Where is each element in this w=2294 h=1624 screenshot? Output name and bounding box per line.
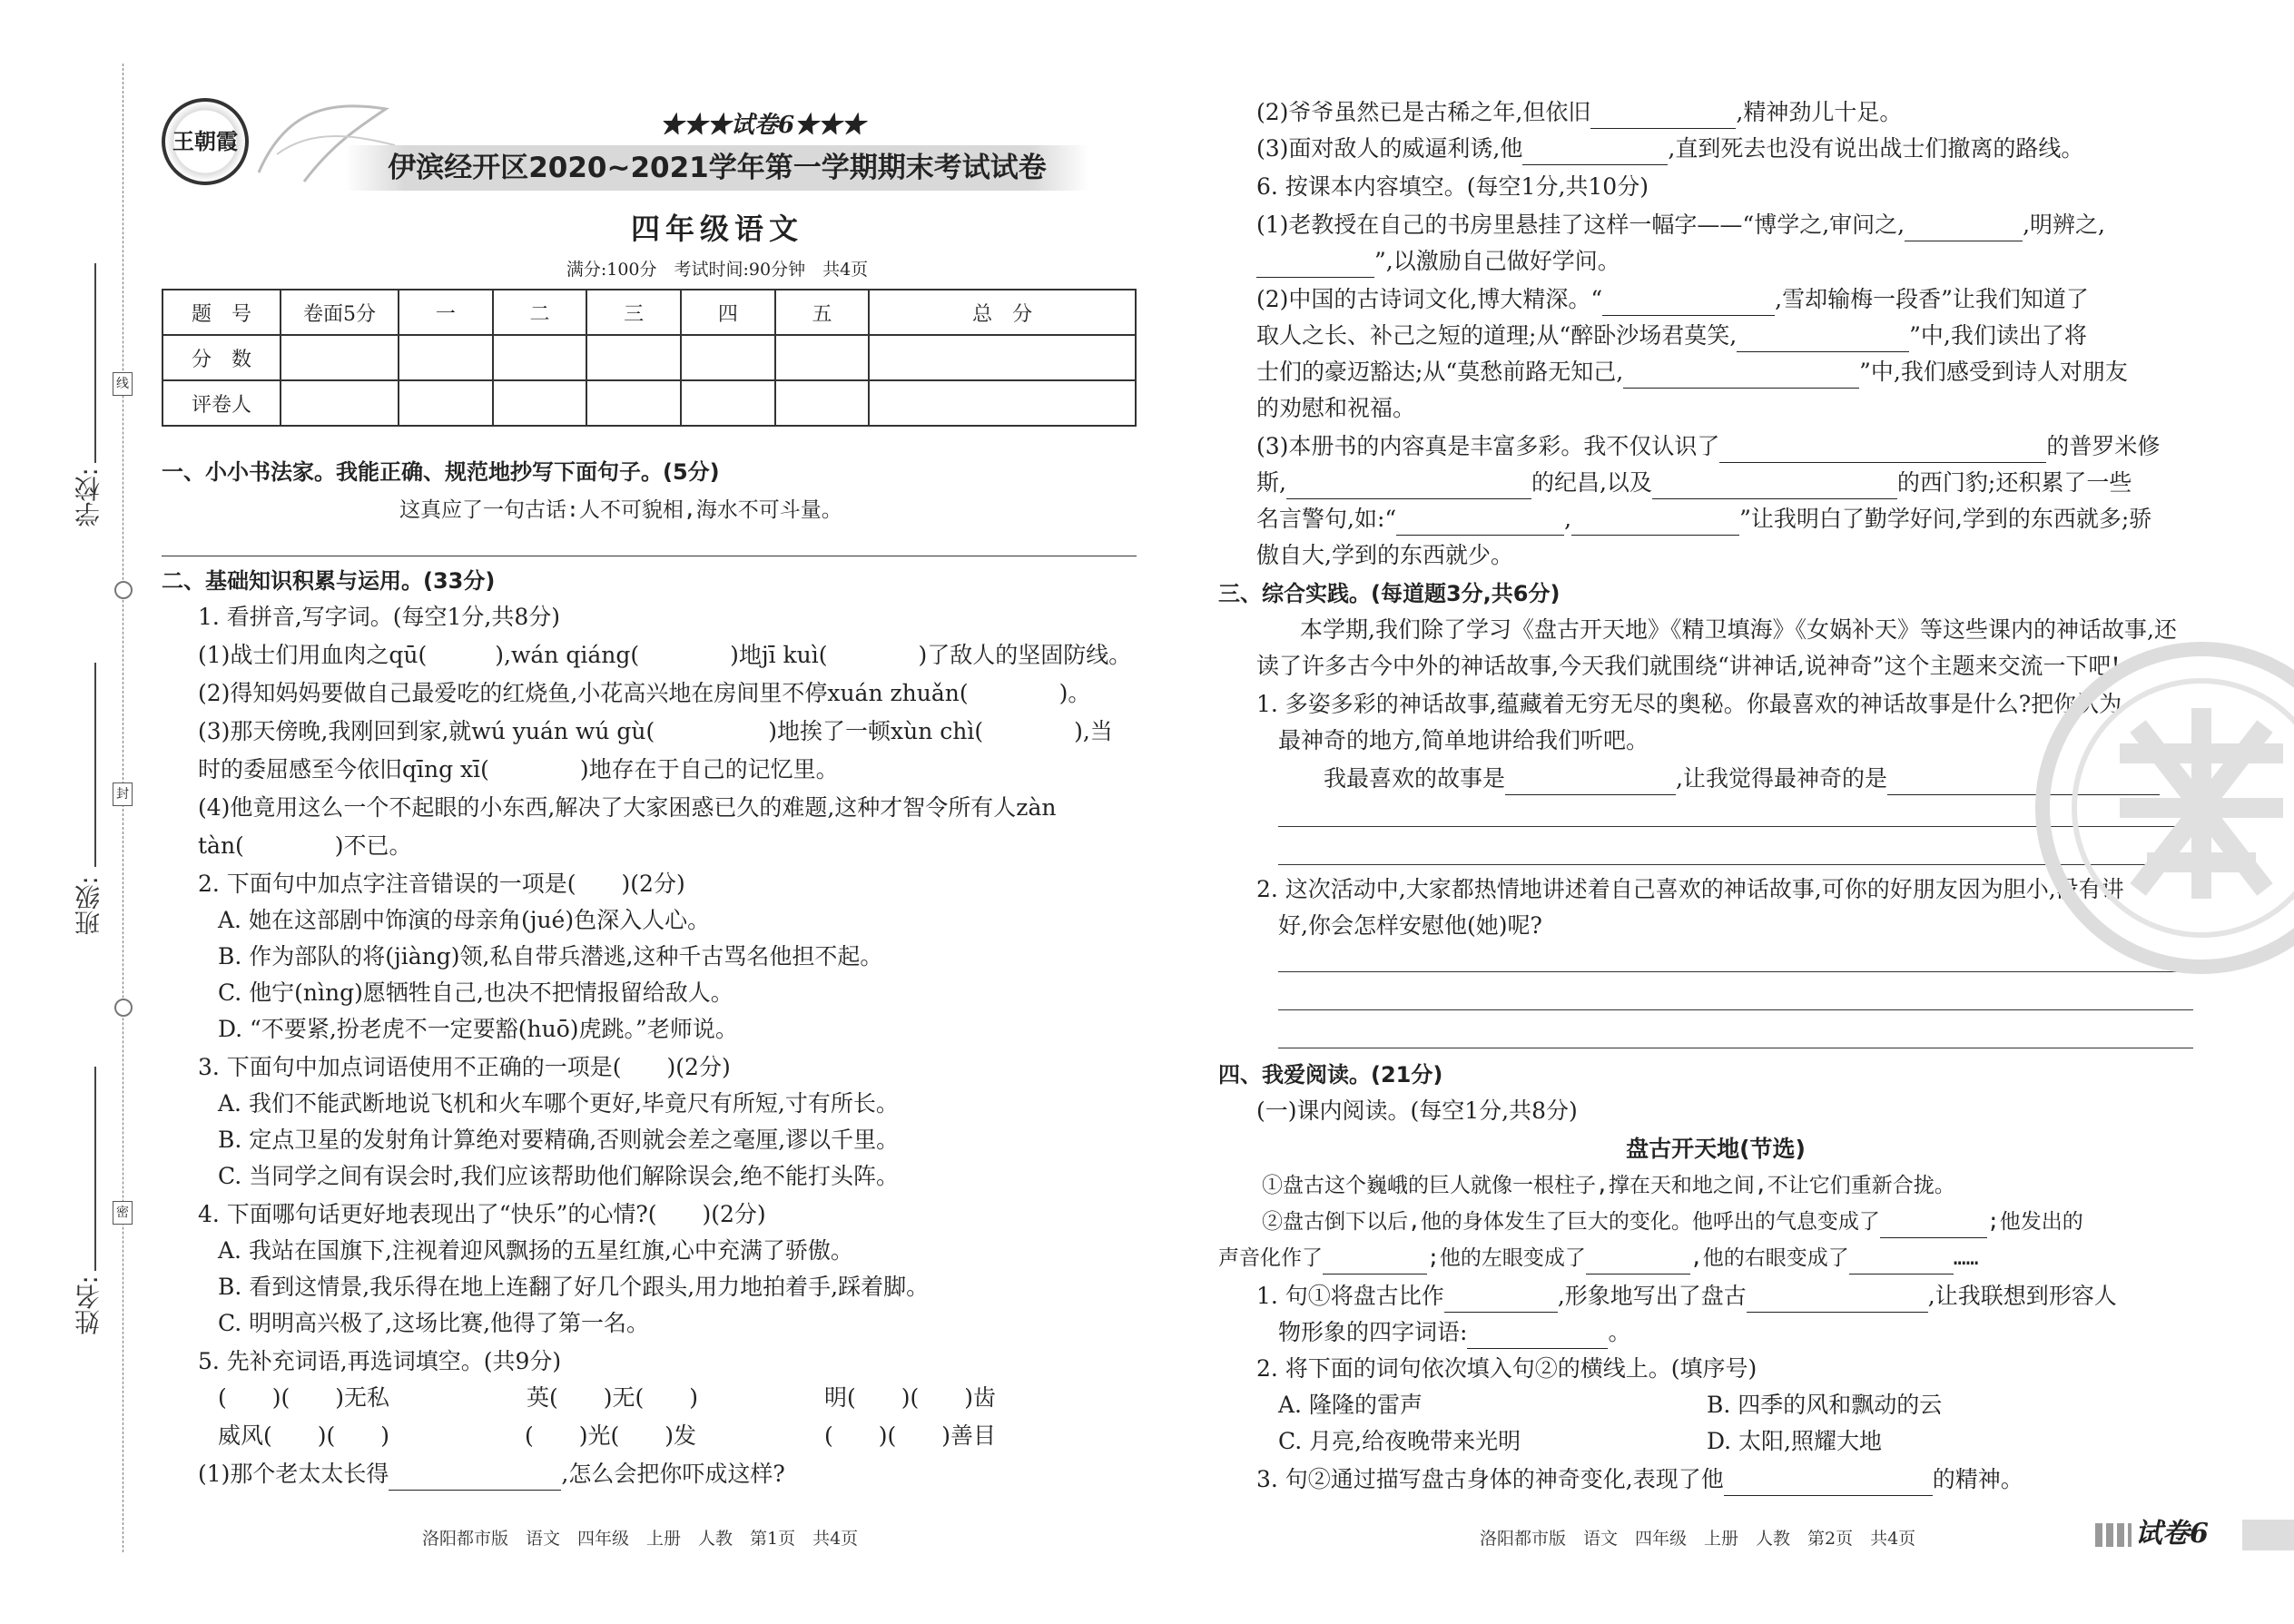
q6-blank[interactable]	[1286, 476, 1531, 499]
s3-intro-a: 本学期,我们除了学习《盘古开天地》《精卫填海》《女娲补天》等这些课内的神话故事,还	[1300, 616, 2177, 643]
q6-item-1a-end: ,明辨之,	[2023, 212, 2105, 238]
q6-item-3b-end: 的西门豹;还积累了一些	[1896, 469, 2132, 496]
s4-subsection: (一)课内阅读。(每空1分,共8分)	[1256, 1097, 1578, 1124]
p2a-text: ②盘古倒下以后,他的身体发生了巨大的变化。他呼出的气息变成了	[1262, 1210, 1880, 1234]
q5-item-3-blank[interactable]	[1522, 142, 1668, 165]
s3-q1b: 最神奇的地方,简单地讲给我们听吧。	[1278, 727, 1649, 753]
s3-intro-b: 读了许多古今中外的神话故事,今天我们就围绕“讲神话,说神奇”这个主题来交流一下吧!	[1256, 653, 2121, 679]
r3-text: 3. 句②通过描写盘古身体的神奇变化,表现了他	[1256, 1466, 1724, 1492]
reading-q2-option[interactable]: A. 隆隆的雷声	[1278, 1392, 1423, 1418]
p2a-end: ;他发出的	[1986, 1210, 2083, 1234]
reading-blank[interactable]	[1444, 1289, 1558, 1313]
score-cell[interactable]	[493, 335, 587, 380]
name-line[interactable]	[94, 1067, 96, 1271]
q2-option-b[interactable]: B. 作为部队的将(jiàng)领,私自带兵潜逃,这种千古骂名他担不起。	[218, 943, 883, 969]
q6-blank[interactable]	[1737, 329, 1909, 352]
logo-text: 王朝霞	[172, 128, 238, 154]
q5-item-1-text: (1)那个老太太长得	[198, 1461, 389, 1487]
score-col-header: 三	[586, 290, 681, 335]
score-cell[interactable]	[586, 335, 681, 380]
score-cell[interactable]	[681, 335, 775, 380]
score-cell[interactable]	[775, 335, 870, 380]
s3-q1c-text: 我最喜欢的故事是	[1324, 765, 1506, 792]
passage-para-2b	[1218, 1242, 1978, 1275]
q6-blank[interactable]	[1905, 218, 2023, 241]
score-row	[162, 335, 1136, 380]
q6-item-2a	[1256, 283, 2089, 316]
class-line[interactable]	[94, 663, 96, 867]
score-row-label: 评卷人	[162, 380, 281, 426]
r1b-end: 。	[1608, 1319, 1631, 1345]
score-table	[162, 289, 1137, 427]
reading-q2: 2. 将下面的词句依次填入句②的横线上。(填序号)	[1256, 1355, 1757, 1382]
score-col-header: 五	[775, 290, 870, 335]
q6-item-2b-text: 取人之长、补己之短的道理;从“醉卧沙场君莫笑,	[1256, 322, 1738, 349]
q6-stem: 6. 按课本内容填空。(每空1分,共10分)	[1256, 173, 1649, 200]
score-cell[interactable]	[281, 335, 399, 380]
page-tag: 试卷6	[2135, 1518, 2209, 1550]
p2b-mid2: ,他的右眼变成了	[1689, 1246, 1849, 1270]
grader-row	[162, 380, 1136, 426]
binding-hole-2	[114, 999, 133, 1017]
q6-item-3a	[1256, 430, 2160, 463]
score-cell[interactable]	[399, 335, 493, 380]
s3-q1c-end: ,让我觉得最神奇的是	[1676, 765, 1887, 792]
q5-item-2-blank[interactable]	[1590, 105, 1736, 129]
page-tag-decoration	[2095, 1523, 2132, 1547]
q4-option-b[interactable]: B. 看到这情景,我乐得在地上连翻了好几个跟头,用力地拍着手,踩着脚。	[218, 1274, 930, 1300]
page-2-footer: 洛阳都市版 语文 四年级 上册 人教 第2页 共4页	[1480, 1529, 1916, 1549]
q5-item-3-text: (3)面对敌人的威逼利诱,他	[1256, 135, 1523, 162]
q6-blank[interactable]	[1602, 292, 1775, 316]
q6-blank[interactable]	[1571, 512, 1739, 536]
subject-title: 四年级语文	[630, 212, 803, 246]
q5-stem: 5. 先补充词语,再选词填空。(共9分)	[198, 1348, 562, 1374]
passage-blank[interactable]	[1323, 1251, 1427, 1275]
q3-option-b[interactable]: B. 定点卫星的发射角计算绝对要精确,否则就会差之毫厘,谬以千里。	[218, 1127, 900, 1153]
q5-word[interactable]: ( )光( )发	[525, 1422, 697, 1449]
binding-hole-1	[114, 581, 133, 599]
p2b-mid1: ;他的左眼变成了	[1427, 1246, 1586, 1270]
q6-item-1b	[1256, 245, 1620, 278]
page-1-footer: 洛阳都市版 语文 四年级 上册 人教 第1页 共4页	[422, 1529, 859, 1549]
q5-item-1	[198, 1458, 785, 1491]
score-cell[interactable]	[869, 335, 1136, 380]
section-3-title: 三、综合实践。(每道题3分,共6分)	[1218, 581, 1561, 606]
page-tag-bar	[2242, 1520, 2294, 1550]
q5-item-3	[1256, 133, 2083, 165]
reading-blank[interactable]	[1724, 1472, 1933, 1496]
r1b-text: 物形象的四字词语:	[1278, 1319, 1468, 1345]
q1-item-1: (1)战士们用血肉之qū( ),wán qiáng( )地jī kuì( )了敌人的坚固防线。	[198, 642, 1132, 668]
score-col-header: 四	[681, 290, 775, 335]
section-2-title: 二、基础知识积累与运用。(33分)	[162, 568, 496, 594]
q1-item-3a: (3)那天傍晚,我刚回到家,就wú yuán wú gù( )地挨了一顿xùn chì( ),当	[198, 718, 1113, 744]
q6-item-3b-text: 斯,	[1256, 469, 1286, 496]
exam-meta: 满分:100分 考试时间:90分钟 共4页	[566, 260, 869, 280]
q1-item-2: (2)得知妈妈要做自己最爱吃的红烧鱼,小花高兴地在房间里不停xuán zhuǎn( )。	[198, 680, 1091, 706]
passage-blank[interactable]	[1849, 1251, 1954, 1275]
publisher-logo	[162, 98, 249, 185]
series-label: ★★★试卷6★★★	[659, 112, 866, 139]
q6-item-2a-text: (2)中国的古诗词文化,博大精深。“	[1256, 286, 1603, 312]
q1-stem: 1. 看拼音,写字词。(每空1分,共8分)	[198, 604, 561, 630]
q2-option-a[interactable]: A. 她在这部剧中饰演的母亲角(jué)色深入人心。	[218, 907, 711, 933]
q6-blank[interactable]	[1623, 365, 1859, 389]
class-label: 班级:	[74, 876, 103, 936]
s3-q2b: 好,你会怎样安慰他(她)呢?	[1278, 912, 1542, 939]
q3-option-a[interactable]: A. 我们不能武断地说飞机和火车哪个更好,毕竟尺有所短,寸有所长。	[218, 1090, 899, 1117]
reading-blank[interactable]	[1467, 1325, 1608, 1349]
grader-cell[interactable]	[399, 380, 493, 426]
reading-q3	[1256, 1463, 2023, 1496]
q6-item-3c-text: 名言警句,如:“	[1256, 506, 1397, 532]
q4-option-c[interactable]: C. 明明高兴极了,这场比赛,他得了第一名。	[218, 1310, 650, 1336]
q6-item-1b-end: ”,以激励自己做好学问。	[1374, 248, 1620, 274]
favorite-story-blank[interactable]	[1505, 772, 1676, 795]
exam-title: 伊滨经开区2020~2021学年第一学期期末考试试卷	[388, 152, 1047, 184]
r3-end: 的精神。	[1932, 1466, 2023, 1492]
q6-item-3b-mid: 的纪昌,以及	[1531, 469, 1652, 496]
q6-item-2c-end: ”中,我们感受到诗人对朋友	[1859, 359, 2128, 385]
q5-word[interactable]: 威风( )( )	[218, 1422, 390, 1449]
reading-q2-option[interactable]: C. 月亮,给夜晚带来光明	[1278, 1428, 1521, 1454]
q6-blank[interactable]	[1396, 512, 1564, 536]
q6-blank[interactable]	[1256, 254, 1374, 278]
score-col-header: 题 号	[162, 290, 281, 335]
watermark-stamp	[2020, 626, 2294, 989]
q3-stem: 3. 下面句中加点词语使用不正确的一项是( )(2分)	[198, 1054, 731, 1080]
passage-title: 盘古开天地(节选)	[1626, 1136, 1806, 1162]
q6-item-3b	[1256, 467, 2132, 499]
q2-option-c[interactable]: C. 他宁(nìng)愿牺牲自己,也决不把情报留给敌人。	[218, 979, 733, 1006]
grader-cell[interactable]	[493, 380, 587, 426]
q4-option-a[interactable]: A. 我站在国旗下,注视着迎风飘扬的五星红旗,心中充满了骄傲。	[218, 1237, 853, 1264]
q1-item-4b: tàn( )不已。	[198, 832, 412, 859]
score-col-header: 卷面5分	[281, 290, 399, 335]
s3-q1a: 1. 多姿多彩的神话故事,蕴藏着无穷无尽的奥秘。你最喜欢的神话故事是什么?把你认为	[1256, 691, 2122, 717]
score-table-header-row	[162, 290, 1136, 335]
section-4-title: 四、我爱阅读。(21分)	[1218, 1062, 1443, 1088]
q6-item-3a-text: (3)本册书的内容真是丰富多彩。我不仅认识了	[1256, 433, 1720, 459]
q6-item-2b	[1256, 320, 2087, 352]
q5-item-1-end: ,怎么会把你吓成这样?	[561, 1461, 785, 1487]
s3-q2a: 2. 这次活动中,大家都热情地讲述着自己喜欢的神话故事,可你的好朋友因为胆小,没有讲	[1256, 876, 2124, 902]
reading-q2-option[interactable]: D. 太阳,照耀大地	[1707, 1428, 1882, 1454]
q6-item-2c-text: 士们的豪迈豁达;从“莫愁前路无知己,	[1256, 359, 1624, 385]
passage-blank[interactable]	[1586, 1251, 1690, 1275]
q6-item-2c	[1256, 356, 2128, 389]
q6-item-1a-text: (1)老教授在自己的书房里悬挂了这样一幅字——“博学之,审问之,	[1256, 212, 1905, 238]
passage-para-2a	[1262, 1206, 2083, 1238]
q2-option-d[interactable]: D. “不要紧,扮老虎不一定要豁(huō)虎跳。”老师说。	[218, 1016, 738, 1042]
grader-cell[interactable]	[681, 380, 775, 426]
score-col-header: 二	[493, 290, 587, 335]
q6-blank[interactable]	[1652, 476, 1897, 499]
r1a-mid: ,形象地写出了盘古	[1557, 1283, 1747, 1309]
reading-q1a	[1256, 1280, 2117, 1313]
seal-char-seal: 封	[113, 782, 133, 806]
name-label: 姓名:	[74, 1275, 103, 1335]
q6-item-3c	[1256, 503, 2151, 536]
q6-item-2d: 的劝慰和祝福。	[1256, 395, 1416, 421]
grader-cell[interactable]	[586, 380, 681, 426]
school-line[interactable]	[94, 263, 96, 463]
q6-item-3c-mid: ,	[1564, 506, 1572, 532]
q5-item-2-text: (2)爷爷虽然已是古稀之年,但依旧	[1256, 99, 1591, 125]
q6-item-3a-end: 的普罗米修	[2046, 433, 2161, 459]
q3-option-c[interactable]: C. 当同学之间有误会时,我们应该帮助他们解除误会,绝不能打头阵。	[218, 1163, 900, 1189]
p2b-text: 声音化作了	[1218, 1246, 1323, 1270]
q5-word[interactable]: 英( )无( )	[527, 1384, 699, 1411]
school-label: 学校:	[74, 468, 103, 527]
q6-item-2b-end: ”中,我们读出了将	[1909, 322, 2087, 349]
q1-item-4a: (4)他竟用这么一个不起眼的小东西,解决了大家困惑已久的难题,这种才智令所有人zàn	[198, 794, 1057, 821]
q5-item-1-blank[interactable]	[389, 1467, 561, 1491]
copy-sentence: 这真应了一句古话:人不可貌相,海水不可斗量。	[399, 498, 842, 522]
q5-item-2-end: ,精神劲儿十足。	[1736, 99, 1903, 125]
reading-q2-option[interactable]: B. 四季的风和飘动的云	[1707, 1392, 1943, 1418]
passage-blank[interactable]	[1880, 1215, 1987, 1238]
q5-item-2	[1256, 96, 1902, 129]
reading-q1b	[1278, 1316, 1630, 1349]
score-col-header: 总 分	[869, 290, 1136, 335]
q4-stem: 4. 下面哪句话更好地表现出了“快乐”的心情?( )(2分)	[198, 1201, 766, 1227]
grader-cell[interactable]	[775, 380, 870, 426]
seal-char-line: 线	[113, 372, 133, 396]
q6-item-3c-end: ”让我明白了勤学好问,学到的东西就多;骄	[1739, 506, 2152, 532]
section-1-title: 一、小小书法家。我能正确、规范地抄写下面句子。(5分)	[162, 459, 720, 485]
passage-para-1: ①盘古这个巍峨的巨人就像一根柱子,撑在天和地之间,不让它们重新合拢。	[1262, 1174, 1955, 1197]
grader-cell[interactable]	[281, 380, 399, 426]
answer-line[interactable]	[1278, 1009, 2193, 1010]
score-row-label: 分 数	[162, 335, 281, 380]
q6-item-1a	[1256, 209, 2105, 241]
q5-word[interactable]: ( )( )无私	[218, 1384, 390, 1411]
p2b-end: ……	[1953, 1246, 1979, 1270]
q5-word[interactable]: ( )( )善目	[824, 1422, 997, 1449]
r1a-end: ,让我联想到形容人	[1927, 1283, 2117, 1309]
q6-item-3d: 傲自大,学到的东西就少。	[1256, 542, 1513, 568]
score-col-header: 一	[399, 290, 493, 335]
q5-word[interactable]: 明( )( )齿	[824, 1384, 997, 1411]
q1-item-3b: 时的委屈感至今依旧qīng xī( )地存在于自己的记忆里。	[198, 756, 839, 782]
grader-cell[interactable]	[869, 380, 1136, 426]
q6-blank[interactable]	[1719, 439, 2046, 463]
q6-item-2a-end: ,雪却输梅一段香”让我们知道了	[1775, 286, 2089, 312]
q2-stem: 2. 下面句中加点字注音错误的一项是( )(2分)	[198, 871, 685, 897]
q5-item-3-end: ,直到死去也没有说出战士们撤离的路线。	[1668, 135, 2084, 162]
r1a-text: 1. 句①将盘古比作	[1256, 1283, 1444, 1309]
reading-blank[interactable]	[1747, 1289, 1928, 1313]
seal-char-secret: 密	[113, 1201, 133, 1225]
binding-margin	[0, 0, 154, 1624]
